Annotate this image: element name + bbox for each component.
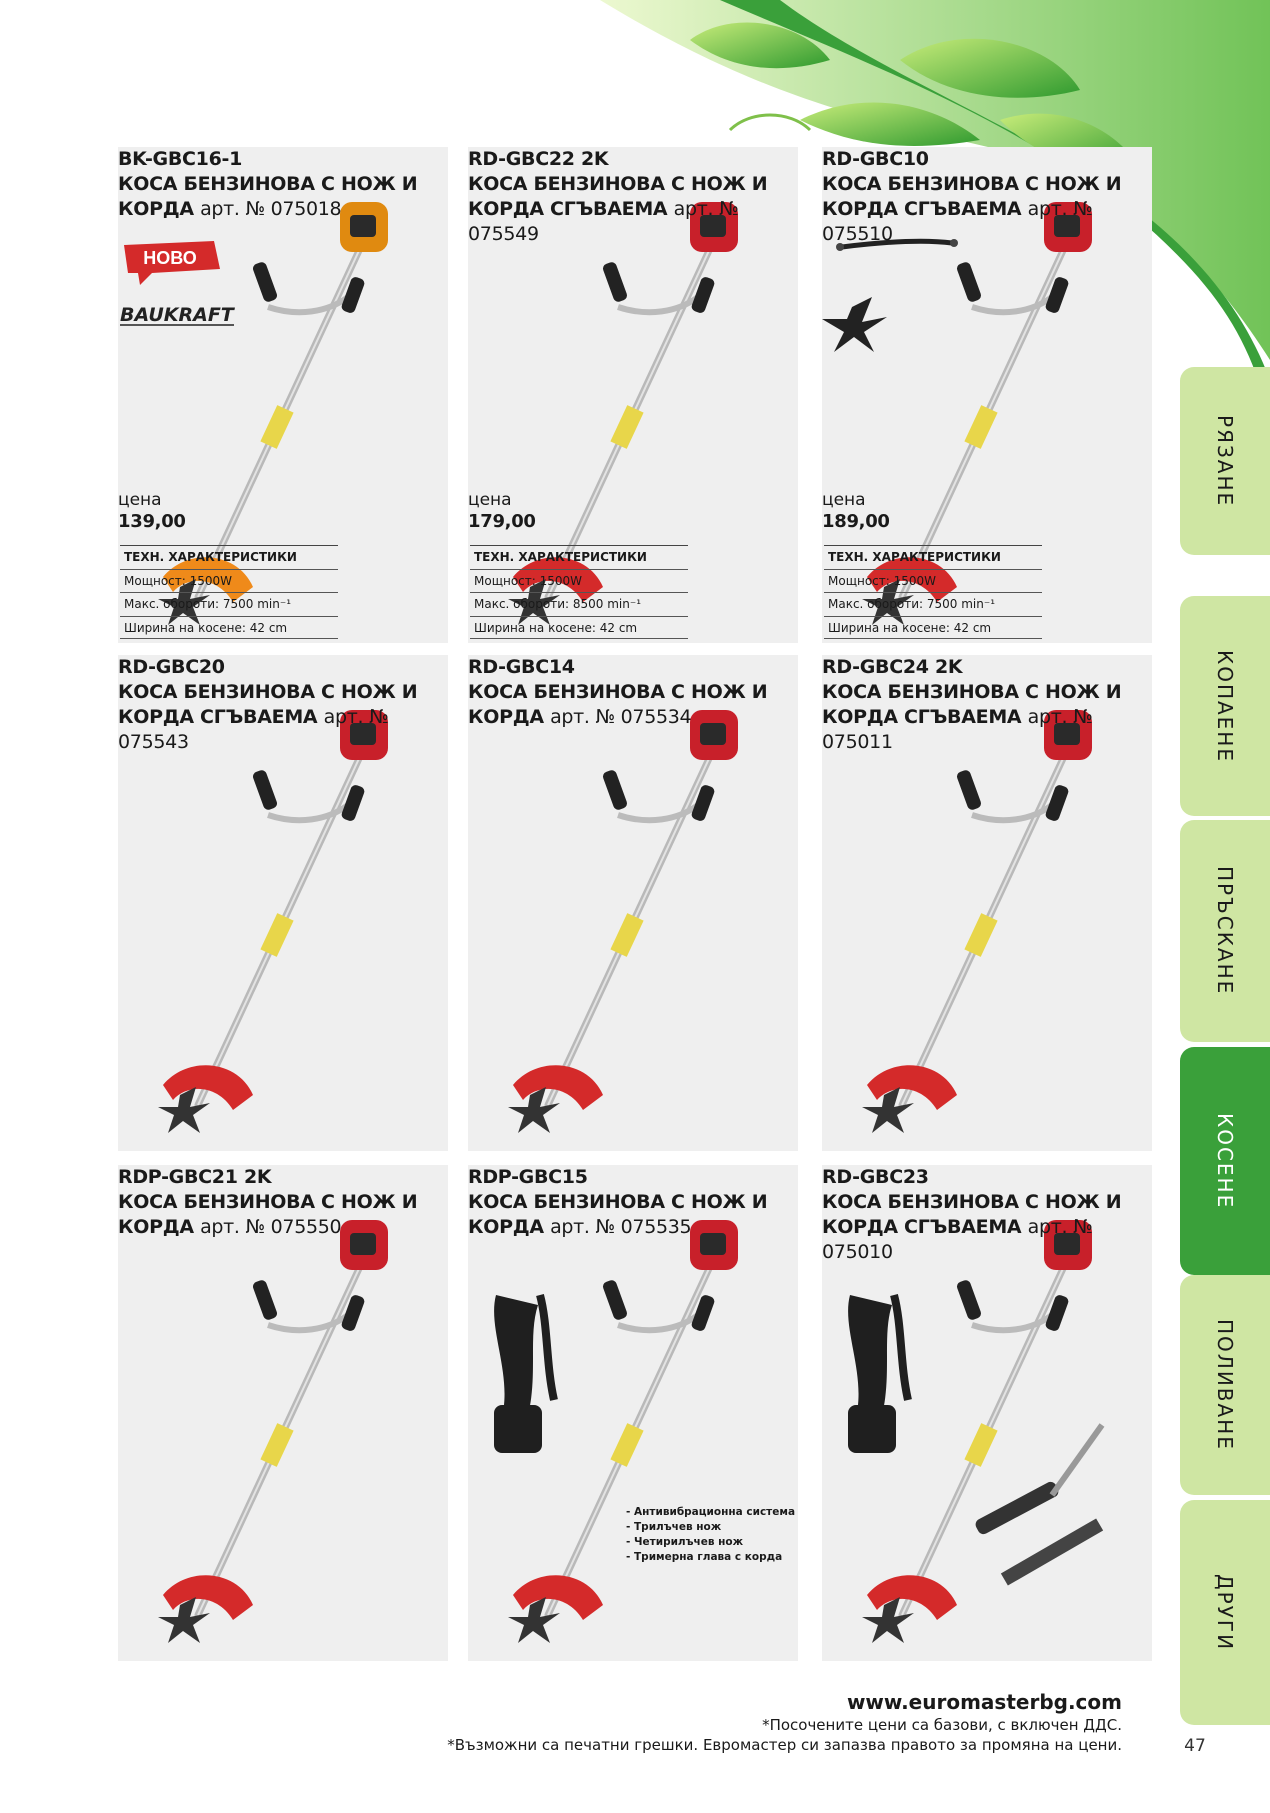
baukraft-logo: [118, 299, 236, 327]
feature-item: - Трилъчев нож: [626, 1521, 722, 1533]
feature-item: - Антивибрационна система: [626, 1506, 796, 1518]
spec-row: Ширина на косене: 42 cm: [824, 616, 1042, 640]
feature-list: [626, 1505, 795, 1565]
spec-table: [120, 545, 338, 639]
feature-item: - Четирилъчев нож: [626, 1536, 744, 1548]
spec-row: Макс. обороти: 8500 min⁻¹: [470, 592, 688, 616]
product-card[interactable]: [118, 1165, 448, 1661]
product-code: RD-GBC10: [822, 148, 929, 170]
spec-row: Мощност: 1500W: [824, 569, 1042, 593]
article-number: арт. № 075510: [822, 198, 1093, 245]
product-card[interactable]: [468, 655, 798, 1151]
product-code: RD-GBC24 2K: [822, 656, 963, 678]
tab-drugi[interactable]: ДРУГИ: [1180, 1500, 1270, 1725]
tab-kopaene[interactable]: КОПАЕНЕ: [1180, 596, 1270, 816]
article-number: арт. № 075010: [822, 1216, 1093, 1263]
product-code: RD-GBC22 2K: [468, 148, 609, 170]
spec-row: Ширина на косене: 42 cm: [470, 616, 688, 640]
price-label: цена: [822, 490, 866, 510]
product-card[interactable]: [468, 147, 798, 643]
spec-row: Макс. обороти: 7500 min⁻¹: [824, 592, 1042, 616]
spec-header: ТЕХН. ХАРАКТЕРИСТИКИ: [120, 545, 338, 569]
disclaimer-note: *Възможни са печатни грешки. Евромастер си запазва правото за промяна на цени.: [447, 1736, 1122, 1754]
price-label: цена: [118, 490, 162, 510]
product-name: КОСА БЕНЗИНОВА С НОЖ И КОРДА: [118, 1191, 418, 1238]
product-card[interactable]: [468, 1165, 798, 1661]
product-title: [822, 680, 1152, 755]
product-name: КОСА БЕНЗИНОВА С НОЖ И КОРДА СГЪВАЕМА: [822, 173, 1122, 220]
product-card[interactable]: [822, 147, 1152, 643]
product-name: КОСА БЕНЗИНОВА С НОЖ И КОРДА СГЪВАЕМА: [468, 173, 768, 220]
price-value: 189,00: [822, 511, 890, 532]
product-name: КОСА БЕНЗИНОВА С НОЖ И КОРДА: [118, 173, 418, 220]
product-name: КОСА БЕНЗИНОВА С НОЖ И КОРДА: [468, 681, 768, 728]
product-title: [118, 172, 448, 222]
tab-ryazane[interactable]: РЯЗАНЕ: [1180, 367, 1270, 555]
svg-text:BAUKRAFT: BAUKRAFT: [120, 304, 234, 326]
price-label: цена: [468, 490, 512, 510]
spec-row: Ширина на косене: 42 cm: [120, 616, 338, 640]
product-code: RDP-GBC15: [468, 1166, 588, 1188]
article-number: арт. № 075550: [200, 1216, 342, 1238]
spec-row: Мощност: 1500W: [120, 569, 338, 593]
new-badge: [122, 239, 222, 287]
product-card[interactable]: [822, 1165, 1152, 1661]
spec-row: Мощност: 1500W: [470, 569, 688, 593]
product-title: [118, 680, 448, 755]
spec-header: ТЕХН. ХАРАКТЕРИСТИКИ: [470, 545, 688, 569]
spec-table: [824, 545, 1042, 639]
article-number: арт. № 075543: [118, 706, 389, 753]
article-number: арт. № 075549: [468, 198, 739, 245]
product-card[interactable]: [118, 147, 448, 643]
spec-header: ТЕХН. ХАРАКТЕРИСТИКИ: [824, 545, 1042, 569]
product-title: [822, 1190, 1152, 1265]
product-card[interactable]: [118, 655, 448, 1151]
product-title: [822, 172, 1152, 247]
product-name: КОСА БЕНЗИНОВА С НОЖ И КОРДА СГЪВАЕМА: [822, 681, 1122, 728]
product-name: КОСА БЕНЗИНОВА С НОЖ И КОРДА СГЪВАЕМА: [822, 1191, 1122, 1238]
product-title: [468, 172, 798, 247]
tab-praskane[interactable]: ПРЪСКАНЕ: [1180, 820, 1270, 1042]
price-value: 179,00: [468, 511, 536, 532]
product-code: RD-GBC23: [822, 1166, 929, 1188]
price-note: *Посочените цени са базови, с включен ДДС.: [762, 1716, 1122, 1734]
svg-text:НОВО: НОВО: [143, 248, 197, 268]
product-code: RD-GBC14: [468, 656, 575, 678]
spec-table: [470, 545, 688, 639]
article-number: арт. № 075535: [550, 1216, 692, 1238]
product-card[interactable]: [822, 655, 1152, 1151]
product-code: RDP-GBC21 2K: [118, 1166, 272, 1188]
product-name: КОСА БЕНЗИНОВА С НОЖ И КОРДА СГЪВАЕМА: [118, 681, 418, 728]
article-number: арт. № 075018: [200, 198, 342, 220]
article-number: арт. № 075534: [550, 706, 692, 728]
tab-kosene[interactable]: КОСЕНЕ: [1180, 1047, 1270, 1275]
article-number: арт. № 075011: [822, 706, 1093, 753]
product-title: [468, 680, 798, 730]
price-value: 139,00: [118, 511, 186, 532]
product-code: RD-GBC20: [118, 656, 225, 678]
product-name: КОСА БЕНЗИНОВА С НОЖ И КОРДА: [468, 1191, 768, 1238]
product-title: [118, 1190, 448, 1240]
product-title: [468, 1190, 798, 1240]
product-code: BK-GBC16-1: [118, 148, 243, 170]
website-url[interactable]: www.euromasterbg.com: [846, 1690, 1122, 1714]
page-number: 47: [1184, 1736, 1206, 1756]
feature-item: - Тримерна глава с корда: [626, 1551, 783, 1563]
tab-polivane[interactable]: ПОЛИВАНЕ: [1180, 1275, 1270, 1495]
spec-row: Макс. обороти: 7500 min⁻¹: [120, 592, 338, 616]
